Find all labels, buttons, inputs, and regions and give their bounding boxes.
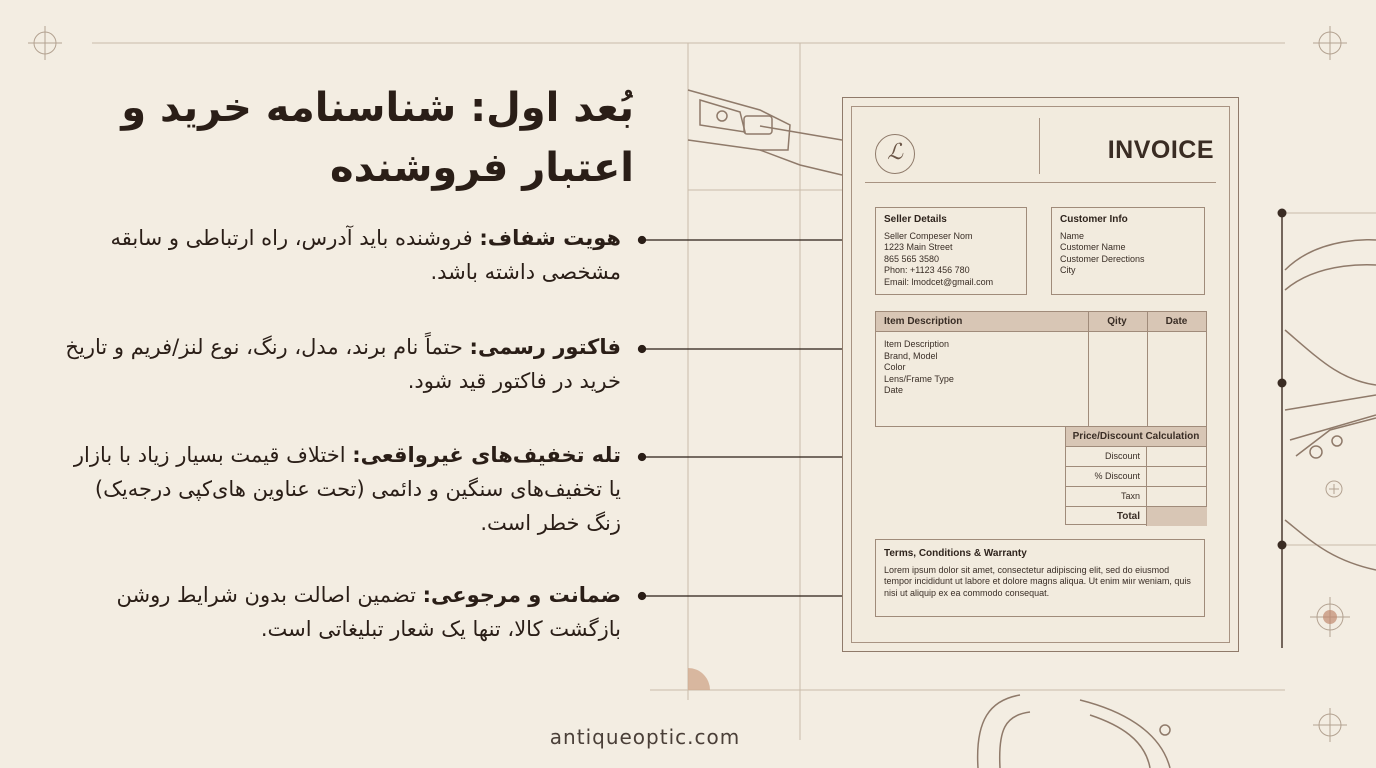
footer-website: antiqueoptic.com [549, 725, 741, 749]
items-table [875, 311, 1207, 427]
seller-line: Email: lmodcet@gmail.com [884, 276, 994, 287]
calc-label: Taxn [1120, 491, 1140, 501]
customer-info-header: Customer Info [1060, 214, 1128, 225]
point-text: حتماً نام برند، مدل، رنگ، نوع لنز/فریم و تاریخ خرید در فاکتور قید شود. [65, 335, 621, 393]
invoice-logo-icon: ℒ [875, 134, 915, 174]
customer-line: Name [1060, 230, 1085, 241]
items-table-body [884, 339, 954, 397]
point-warranty-return [61, 578, 621, 646]
column-divider [1147, 312, 1148, 426]
point-official-invoice [61, 330, 621, 398]
customer-line: Customer Name [1060, 242, 1126, 252]
calc-header: Price/Discount Calculation [1066, 427, 1206, 447]
seller-line: 865 565 3580 [884, 253, 940, 264]
calc-label: Discount [1104, 451, 1140, 461]
item-line: Brand, Model [884, 350, 938, 361]
calc-row [1066, 447, 1206, 467]
calc-row [1066, 487, 1206, 507]
item-line: Date [884, 385, 904, 395]
col-header-description: Item Description [884, 316, 963, 327]
point-heading: ضمانت و مرجوعی: [422, 583, 621, 607]
column-divider [1088, 312, 1089, 426]
seller-line: 1223 Main Street [884, 242, 953, 252]
point-heading: فاکتور رسمی: [469, 335, 621, 359]
terms-line: tempor incididunt ut labore et dolore magns aliqua. Ut enim мiır weniam, quis [884, 576, 1191, 586]
items-table-header [876, 312, 1206, 332]
seller-line: Phon: +1123 456 780 [884, 265, 970, 275]
item-line: Item Description [884, 339, 950, 349]
point-fake-discount-trap [61, 438, 621, 540]
invoice-illustration [842, 97, 1239, 652]
title-line-1: بُعد اول: شناسنامه خرید و [121, 85, 634, 131]
calc-value-cell [1146, 487, 1207, 506]
terms-line: Lorem ipsum dolor sit amet, consectetur adipiscing elit, sed do eiusmod [884, 564, 1170, 575]
item-line: Lens/Frame Type [884, 373, 954, 384]
calc-label: % Discount [1094, 471, 1140, 481]
seller-details-box [875, 207, 1027, 295]
terms-line: nisi ut aliquip ex ea commodo consequat. [884, 587, 1050, 598]
col-header-date: Date [1165, 316, 1188, 327]
item-line: Color [884, 362, 906, 372]
seller-line: Seller Compeser Nom [884, 230, 973, 241]
terms-header: Terms, Conditions & Warranty [884, 548, 1027, 559]
calc-value-cell [1146, 507, 1207, 526]
point-text: فروشنده باید آدرس، راه ارتباطی و سابقه مشخصی داشته باشد. [110, 226, 621, 284]
glasses-hinge-sketch [688, 90, 842, 175]
title-line-2: اعتبار فروشنده [330, 145, 634, 191]
col-header-qty: Qity [1107, 316, 1127, 327]
point-heading: هویت شفاف: [479, 226, 621, 250]
divider [865, 182, 1216, 183]
calc-row-total [1066, 507, 1206, 526]
terms-warranty-box [875, 539, 1205, 617]
point-heading: تله تخفیف‌های غیرواقعی: [352, 443, 621, 467]
customer-line: Customer Derections [1060, 253, 1145, 264]
point-transparent-identity [61, 221, 621, 289]
point-text: اختلاف قیمت بسیار زیاد با بازار یا تخفیف‌های سنگین و دائمی (تحت عناوین های‌کپی درجه‌یک) زنگ خطر است. [73, 443, 621, 535]
calc-label: Total [1116, 511, 1140, 522]
divider [1039, 118, 1040, 174]
customer-info-box [1051, 207, 1205, 295]
calc-value-cell [1146, 447, 1207, 466]
calc-row [1066, 467, 1206, 487]
customer-line: City [1060, 265, 1076, 275]
timeline-line [1278, 209, 1287, 649]
point-text: تضمین اصالت بدون شرایط روشن بازگشت کالا، تنها یک شعار تبلیغاتی است. [116, 583, 621, 641]
invoice-title: INVOICE [1107, 136, 1214, 164]
seller-details-header: Seller Details [884, 214, 947, 225]
calc-value-cell [1146, 467, 1207, 486]
price-calculation-table [1065, 426, 1207, 525]
page-title [74, 78, 634, 198]
glasses-frame-sketch [1285, 240, 1376, 570]
